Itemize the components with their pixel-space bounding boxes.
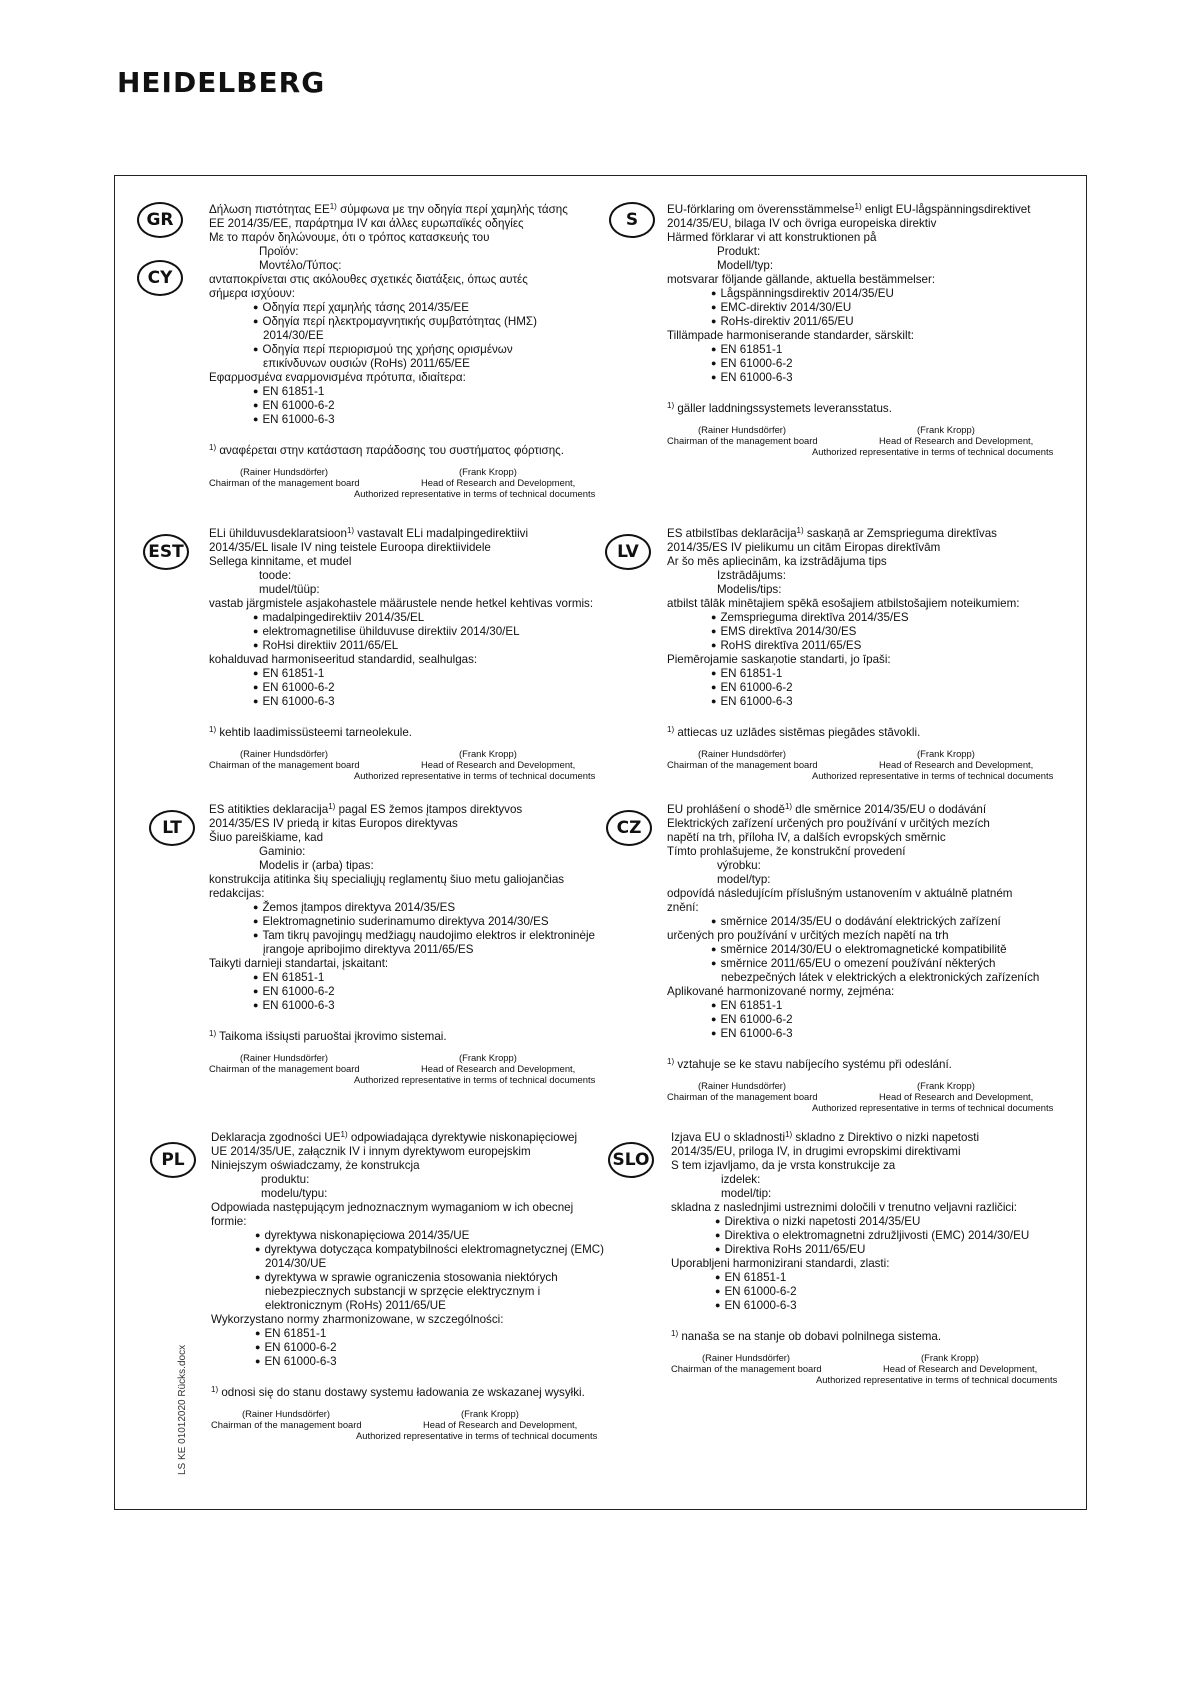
text-line: Tímto prohlašujeme, že konstrukční provedení <box>667 845 906 858</box>
signature-block <box>667 424 1054 464</box>
text-line <box>667 709 1019 723</box>
declaration-text-block <box>667 524 1054 788</box>
text-line: ● Elektromagnetinio suderinamumo direktyva 2014/30/ES <box>209 915 595 929</box>
text-line: ● Οδηγία περί ηλεκτρομαγνητικής συμβατότητας (ΗΜΣ) <box>209 315 568 329</box>
text-line: ● RoHs-direktiv 2011/65/EU <box>667 315 1030 329</box>
text-line: ● směrnice 2014/30/EU o elektromagnetické kompatibilitě <box>667 943 1039 957</box>
text-line: elektronicznym (RoHs) 2011/65/UE <box>265 1299 446 1312</box>
country-code-badge: PL <box>150 1142 196 1178</box>
text-line: model/tip: <box>721 1187 772 1200</box>
text-line: 2014/35/EU, priloga IV, in drugimi evropskimi direktivami <box>671 1145 961 1158</box>
country-code-badge: S <box>609 202 655 238</box>
text-line: ● EN 61000-6-3 <box>667 371 1030 385</box>
text-line: ● Direktiva o nizki napetosti 2014/35/EU <box>671 1215 1029 1229</box>
text-line: ● EN 61000-6-3 <box>209 413 568 427</box>
text-line: ● EN 61851-1 <box>671 1271 1029 1285</box>
footnote-line: $^{1)}$ odnosi się do stanu dostawy systemu ładowania ze wskazanej wysyłki. <box>211 1385 585 1399</box>
signatory-title: Head of Research and Development, <box>423 1419 578 1430</box>
text-line: Δήλωση πιστότητας ΕΕ$^{1)}$ σύμφωνα με την οδηγία περί χαμηλής τάσης <box>209 202 568 216</box>
text-line: ● elektromagnetilise ühilduvuse direktiiv 2014/30/EL <box>209 625 593 639</box>
text-line: ● madalpingedirektiiv 2014/35/EL <box>209 611 593 625</box>
country-code-badge: EST <box>143 534 189 570</box>
text-line: ● Žemos įtampos direktyva 2014/35/ES <box>209 901 595 915</box>
footnote-line: $^{1)}$ kehtib laadimissüsteemi tarneolekule. <box>209 725 413 739</box>
text-line: ● EN 61000-6-2 <box>209 985 595 999</box>
footnote-mark: 1) <box>340 1130 348 1139</box>
text-line: ELi ühilduvusdeklaratsioon$^{1)}$ vastavalt ELi madalpingedirektiivi <box>209 526 529 540</box>
text-line: UE 2014/35/UE, załącznik IV i innym dyrektywom europejskim <box>211 1145 531 1158</box>
footnote-mark: 1) <box>346 526 355 535</box>
signatory-name: (Rainer Hundsdörfer) <box>698 748 787 759</box>
text-line <box>671 1313 1029 1327</box>
signatory-name: (Frank Kropp) <box>459 748 517 759</box>
text-line: napětí na trh, příloha IV, a dalších evropských směrnic <box>667 831 946 844</box>
text-line: ● EN 61851-1 <box>667 999 1039 1013</box>
text-line: ● dyrektywa niskonapięciowa 2014/35/UE <box>211 1229 604 1243</box>
signatory-name: (Frank Kropp) <box>461 1408 519 1419</box>
signatory-name: (Frank Kropp) <box>917 1080 975 1091</box>
text-line: ● EN 61000-6-2 <box>671 1285 1029 1299</box>
text-line: Aplikované harmonizované normy, zejména: <box>667 985 895 998</box>
footnote-mark: 1) <box>784 802 793 811</box>
text-line: ES atitikties deklaracija$^{1)}$ pagal ES žemos įtampos direktyvos <box>209 802 523 816</box>
text-line: ● Lågspänningsdirektiv 2014/35/EU <box>667 287 1030 301</box>
text-line: ● EN 61000-6-2 <box>667 1013 1039 1027</box>
signatory-name: (Frank Kropp) <box>917 424 975 435</box>
text-line: ● směrnice 2014/35/EU o dodávání elektrických zařízení <box>667 915 1039 929</box>
text-line: odpovídá následujícím příslušným ustanovením v aktuálně platném <box>667 887 1013 900</box>
text-line: Izstrādājums: <box>717 569 786 582</box>
signatory-title: Authorized representative in terms of technical documents <box>816 1374 1058 1385</box>
text-line: S tem izjavljamo, da je vrsta konstrukcije za <box>671 1159 896 1172</box>
text-line: ● EN 61000-6-3 <box>209 695 593 709</box>
text-line: ● RoHsi direktiiv 2011/65/EL <box>209 639 593 653</box>
text-line: ΕΕ 2014/35/ΕΕ, παράρτημα IV και άλλες ευρωπαϊκές οδηγίες <box>209 217 524 230</box>
text-line: ● EN 61851-1 <box>209 667 593 681</box>
text-line: Modelis/tips: <box>717 583 782 596</box>
text-line: 2014/35/EL lisale IV ning teistele Euroopa direktiividele <box>209 541 491 554</box>
signatory-name: (Rainer Hundsdörfer) <box>240 748 329 759</box>
signatory-title: Head of Research and Development, <box>879 1091 1034 1102</box>
footnote-line: $^{1)}$ Taikoma išsiųsti paruoštai įkrovimo sistemai. <box>209 1029 447 1043</box>
text-line: produktu: <box>261 1173 310 1186</box>
text-line: model/typ: <box>717 873 771 886</box>
text-line: ● EN 61000-6-3 <box>211 1355 604 1369</box>
text-line: ● Οδηγία περί περιορισμού της χρήσης ορισμένων <box>209 343 568 357</box>
signatory-title: Authorized representative in terms of technical documents <box>354 1074 596 1085</box>
declaration-text-block <box>671 1128 1058 1392</box>
text-line: vastab järgmistele asjakohastele määrustele nende hetkel kehtivas vormis: <box>209 597 594 610</box>
text-line: 2014/35/ES IV pielikumu un citām Eiropas direktīvām <box>667 541 941 554</box>
text-line: Με το παρόν δηλώνουμε, ότι ο τρόπος κατασκευής του <box>209 231 490 244</box>
text-line: Niniejszym oświadczamy, że konstrukcja <box>211 1159 420 1172</box>
text-line: izdelek: <box>721 1173 761 1186</box>
signature-block <box>209 748 596 788</box>
footnote-line: $^{1)}$ nanaša se na stanje ob dobavi polnilnega sistema. <box>671 1329 942 1343</box>
signature-block <box>209 1052 595 1092</box>
signatory-title: Chairman of the management board <box>671 1363 822 1374</box>
text-line: ● EN 61000-6-3 <box>667 695 1019 709</box>
text-line: ● EN 61000-6-2 <box>667 357 1030 371</box>
signatory-name: (Frank Kropp) <box>921 1352 979 1363</box>
text-line: ● EN 61000-6-2 <box>209 399 568 413</box>
text-line: Sellega kinnitame, et mudel <box>209 555 352 568</box>
signatory-title: Head of Research and Development, <box>879 759 1034 770</box>
footnote-mark: 1) <box>671 1329 679 1338</box>
text-line: modelu/typu: <box>261 1187 328 1200</box>
text-line: Deklaracja zgodności UE$^{1)}$ odpowiadająca dyrektywie niskonapięciowej <box>211 1130 578 1144</box>
text-line: Taikyti darnieji standartai, įskaitant: <box>209 957 389 970</box>
signatory-name: (Rainer Hundsdörfer) <box>240 466 329 477</box>
text-line: EU-förklaring om överensstämmelse$^{1)}$ enligt EU-lågspänningsdirektivet <box>667 202 1031 216</box>
text-line: skladna z naslednjimi ustreznimi določili v trenutno veljavni različici: <box>671 1201 1018 1214</box>
signatory-title: Chairman of the management board <box>209 477 360 488</box>
text-line <box>667 1041 1039 1055</box>
signatory-title: Chairman of the management board <box>209 759 360 770</box>
footnote-line: $^{1)}$ αναφέρεται στην κατάσταση παράδοσης του συστήματος φόρτισης. <box>209 443 564 457</box>
country-code-badge: LT <box>149 810 195 846</box>
signatory-title: Authorized representative in terms of technical documents <box>812 1102 1054 1113</box>
text-line: Εφαρμοσμένα εναρμονισμένα πρότυπα, ιδιαίτερα: <box>209 371 466 384</box>
text-line: ● Direktiva o elektromagnetni združljivosti (EMC) 2014/30/EU <box>671 1229 1029 1243</box>
declaration-text-block <box>211 1128 604 1448</box>
signatory-name: (Rainer Hundsdörfer) <box>698 1080 787 1091</box>
signatory-title: Head of Research and Development, <box>883 1363 1038 1374</box>
text-line: 2014/35/EU, bilaga IV och övriga europeiska direktiv <box>667 217 937 230</box>
text-line: ανταποκρίνεται στις ακόλουθες σχετικές διατάξεις, όπως αυτές <box>209 273 528 286</box>
text-line: Tillämpade harmoniserande standarder, särskilt: <box>667 329 915 342</box>
text-line: atbilst tālāk minētajiem spēkā esošajiem atbilstošajiem noteikumiem: <box>667 597 1020 610</box>
text-line <box>209 427 568 441</box>
text-line: ● EMS direktīva 2014/30/ES <box>667 625 1019 639</box>
signatory-name: (Frank Kropp) <box>917 748 975 759</box>
text-line: určených pro používání v určitých mezích napětí na trh <box>667 929 949 942</box>
text-line: Προϊόν: <box>259 245 299 258</box>
signatory-title: Chairman of the management board <box>667 435 818 446</box>
footnote-mark: 1) <box>328 802 336 811</box>
text-line: formie: <box>211 1215 247 1228</box>
text-line: Izjava EU o skladnosti$^{1)}$ skladno z Direktivo o nizki napetosti <box>671 1130 980 1144</box>
text-line: Wykorzystano normy zharmonizowane, w szczególności: <box>211 1313 504 1326</box>
text-line: ● RoHS direktīva 2011/65/ES <box>667 639 1019 653</box>
signatory-title: Chairman of the management board <box>211 1419 362 1430</box>
text-line: Härmed förklarar vi att konstruktionen på <box>667 231 877 244</box>
document-reference: LS KE 01012020 Rücks.docx <box>177 1344 188 1475</box>
signatory-title: Chairman of the management board <box>667 759 818 770</box>
signatory-title: Authorized representative in terms of technical documents <box>812 446 1054 457</box>
footnote-mark: 1) <box>785 1130 793 1139</box>
declaration-text-block <box>209 200 596 506</box>
text-line: Šiuo pareiškiame, kad <box>209 831 324 844</box>
footnote-mark: 1) <box>854 202 862 211</box>
country-code-badge: SLO <box>608 1142 654 1178</box>
footnote-mark: 1) <box>667 401 675 410</box>
text-line: ● EN 61851-1 <box>667 343 1030 357</box>
signatory-title: Chairman of the management board <box>667 1091 818 1102</box>
text-line: įrangoje apribojimo direktyva 2011/65/ES <box>263 943 474 956</box>
country-code-badge: LV <box>605 534 651 570</box>
footnote-mark: 1) <box>209 443 217 452</box>
text-line: ES atbilstības deklarācija$^{1)}$ saskaņā ar Zemsprieguma direktīvas <box>667 526 997 540</box>
declaration-text-block <box>209 800 595 1092</box>
footnote-line: $^{1)}$ gäller laddningssystemets leveransstatus. <box>667 401 892 415</box>
signatory-title: Authorized representative in terms of technical documents <box>354 488 596 499</box>
signatory-title: Chairman of the management board <box>209 1063 360 1074</box>
text-line <box>209 1013 595 1027</box>
text-line: motsvarar följande gällande, aktuella bestämmelser: <box>667 273 936 286</box>
text-line: Modelis ir (arba) tipas: <box>259 859 374 872</box>
text-line: ● směrnice 2011/65/EU o omezení používání některých <box>667 957 1039 971</box>
signatory-title: Head of Research and Development, <box>421 1063 576 1074</box>
signatory-title: Head of Research and Development, <box>879 435 1034 446</box>
signatory-name: (Frank Kropp) <box>459 1052 517 1063</box>
footnote-line: $^{1)}$ vztahuje se ke stavu nabíjecího systému při odeslání. <box>667 1057 952 1071</box>
text-line <box>209 709 593 723</box>
text-line: ● EN 61000-6-3 <box>667 1027 1039 1041</box>
text-line: Odpowiada następującym jednoznacznym wymaganiom w ich obecnej <box>211 1201 574 1214</box>
text-line: konstrukcija atitinka šių specialiųjų reglamentų šiuo metu galiojančias <box>209 873 565 886</box>
text-line: 2014/30/ΕΕ <box>263 329 324 342</box>
text-line: ● EN 61851-1 <box>209 385 568 399</box>
text-line: ● Direktiva RoHs 2011/65/EU <box>671 1243 1029 1257</box>
signatory-name: (Rainer Hundsdörfer) <box>240 1052 329 1063</box>
declaration-text-block <box>667 200 1054 464</box>
country-code-badge: GR <box>137 202 183 238</box>
signatory-name: (Frank Kropp) <box>459 466 517 477</box>
text-line: kohalduvad harmoniseeritud standardid, sealhulgas: <box>209 653 478 666</box>
footnote-mark: 1) <box>667 1057 675 1066</box>
text-line: ● dyrektywa w sprawie ograniczenia stosowania niektórych <box>211 1271 604 1285</box>
footnote-mark: 1) <box>796 526 804 535</box>
country-code-badge: CZ <box>606 810 652 846</box>
text-line <box>667 385 1030 399</box>
signatory-name: (Rainer Hundsdörfer) <box>698 424 787 435</box>
footnote-mark: 1) <box>211 1385 219 1394</box>
text-line: ● EN 61000-6-2 <box>667 681 1019 695</box>
text-line: ● EN 61000-6-3 <box>209 999 595 1013</box>
declaration-text-block <box>209 524 596 788</box>
heidelberg-logo: HEIDELBERG <box>117 66 326 99</box>
text-line: Μοντέλο/Τύπος: <box>259 259 342 272</box>
signature-block <box>667 748 1054 788</box>
signatory-title: Authorized representative in terms of technical documents <box>354 770 596 781</box>
text-line: Ar šo mēs apliecinām, ka izstrādājuma tips <box>667 555 887 568</box>
text-line: σήμερα ισχύουν: <box>209 287 295 300</box>
text-line: ● dyrektywa dotycząca kompatybilności elektromagnetycznej (EMC) <box>211 1243 604 1257</box>
signatory-name: (Rainer Hundsdörfer) <box>702 1352 791 1363</box>
signature-block <box>671 1352 1058 1392</box>
signatory-title: Head of Research and Development, <box>421 477 576 488</box>
text-line: ● EN 61000-6-3 <box>671 1299 1029 1313</box>
country-code-badge: CY <box>137 260 183 296</box>
text-line: Piemērojamie saskaņotie standarti, jo īpaši: <box>667 653 891 666</box>
text-line: ● Οδηγία περί χαμηλής τάσης 2014/35/ΕΕ <box>209 301 568 315</box>
text-line: ● EMC-direktiv 2014/30/EU <box>667 301 1030 315</box>
text-line: niebezpiecznych substancji w sprzęcie elektrycznym i <box>265 1285 541 1298</box>
declaration-text-block <box>667 800 1054 1120</box>
footnote-mark: 1) <box>329 202 337 211</box>
signatory-title: Head of Research and Development, <box>421 759 576 770</box>
text-line: redakcijas: <box>209 887 265 900</box>
text-line: επικίνδυνων ουσιών (RoHs) 2011/65/ΕΕ <box>263 357 470 370</box>
text-line: Modell/typ: <box>717 259 774 272</box>
text-line: ● EN 61000-6-2 <box>211 1341 604 1355</box>
text-line: 2014/35/ES IV priedą ir kitas Europos direktyvas <box>209 817 458 830</box>
text-line <box>211 1369 604 1383</box>
footnote-mark: 1) <box>209 725 217 734</box>
text-line: mudel/tüüp: <box>259 583 320 596</box>
text-line: ● Zemsprieguma direktīva 2014/35/ES <box>667 611 1019 625</box>
signature-block <box>667 1080 1054 1120</box>
text-line: výrobku: <box>717 859 761 872</box>
text-line: toode: <box>259 569 292 582</box>
text-line: ● EN 61851-1 <box>209 971 595 985</box>
footnote-mark: 1) <box>209 1029 217 1038</box>
footnote-line: $^{1)}$ attiecas uz uzlādes sistēmas piegādes stāvokli. <box>667 725 921 739</box>
text-line: znění: <box>667 901 699 914</box>
signatory-name: (Rainer Hundsdörfer) <box>242 1408 331 1419</box>
text-line: nebezpečných látek v elektrických a elektronických zařízeních <box>721 971 1040 984</box>
signatory-title: Authorized representative in terms of technical documents <box>812 770 1054 781</box>
footnote-mark: 1) <box>667 725 675 734</box>
text-line: 2014/30/UE <box>265 1257 327 1270</box>
text-line: ● EN 61851-1 <box>667 667 1019 681</box>
text-line: ● Tam tikrų pavojingų medžiagų naudojimo elektros ir elektroninėje <box>209 929 595 943</box>
text-line: Uporabljeni harmonizirani standardi, zlasti: <box>671 1257 890 1270</box>
text-line: Elektrických zařízení určených pro používání v určitých mezích <box>667 817 990 830</box>
signature-block <box>211 1408 604 1448</box>
text-line: Produkt: <box>717 245 761 258</box>
text-line: ● EN 61000-6-2 <box>209 681 593 695</box>
text-line: EU prohlášení o shodě$^{1)}$ dle směrnice 2014/35/EU o dodávání <box>667 802 987 816</box>
text-line: Gaminio: <box>259 845 306 858</box>
signatory-title: Authorized representative in terms of technical documents <box>356 1430 598 1441</box>
signature-block <box>209 466 596 506</box>
text-line: ● EN 61851-1 <box>211 1327 604 1341</box>
